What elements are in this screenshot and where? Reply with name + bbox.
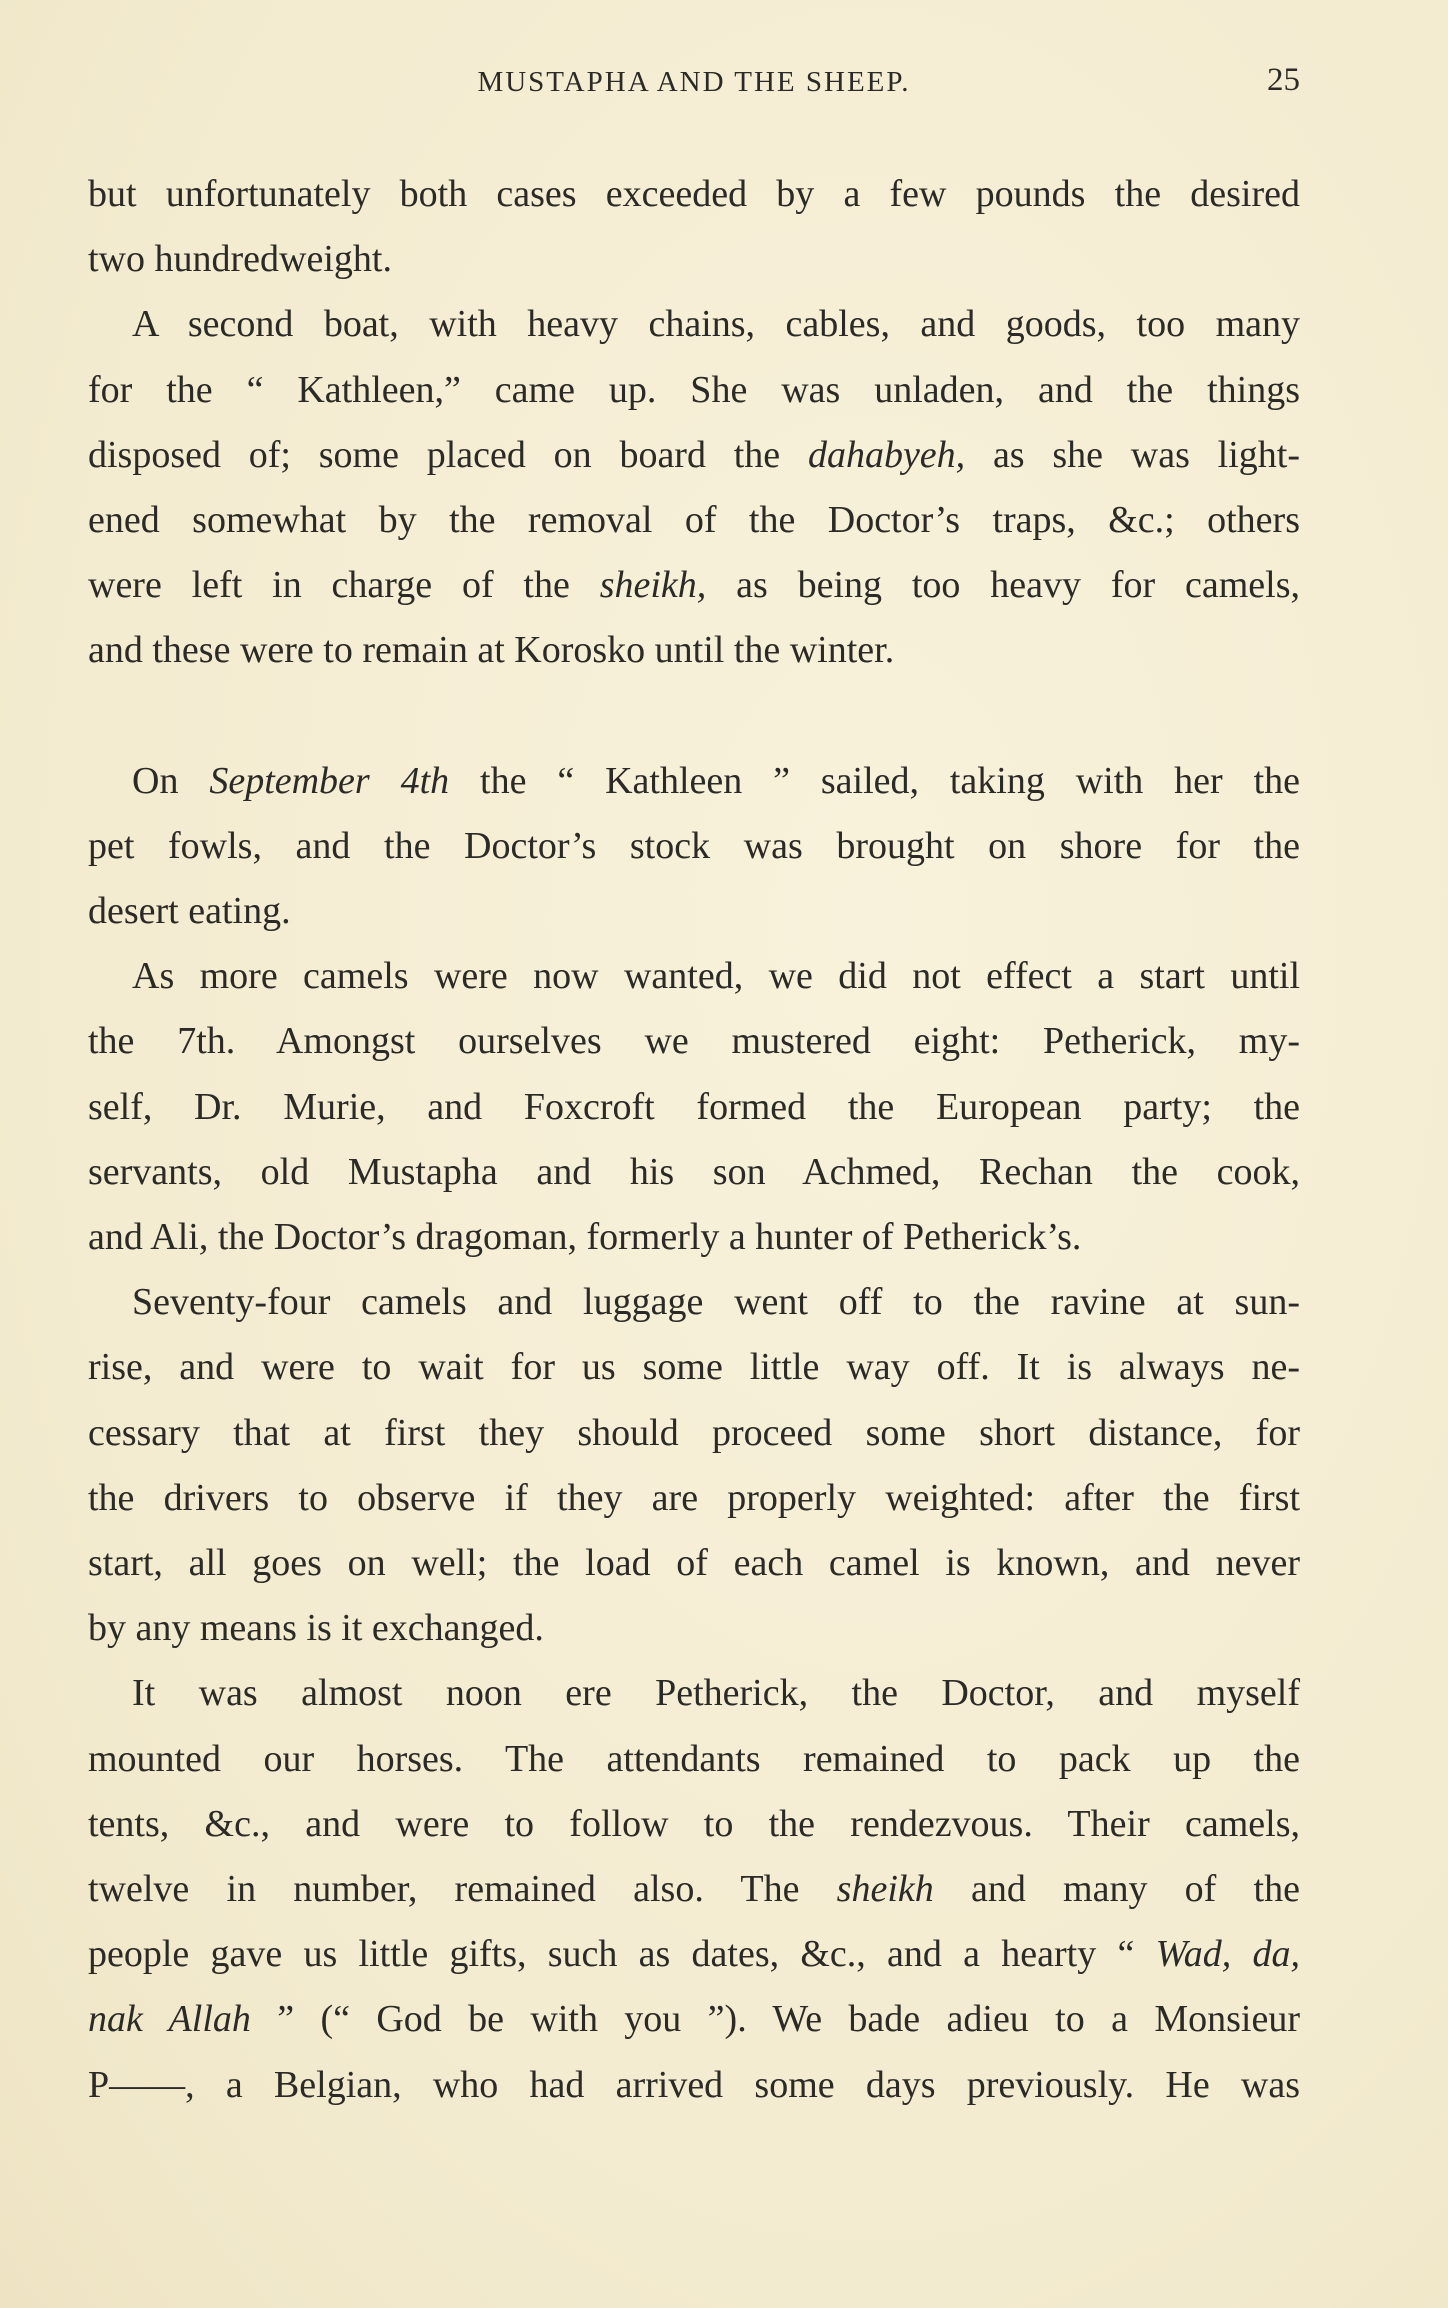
text-line: and these were to remain at Korosko until the winter. (88, 629, 895, 672)
text-line: self, Dr. Murie, and Foxcroft formed the European party; the (88, 1085, 1300, 1128)
text-line: but unfortunately both cases exceeded by a few pounds the desired (88, 173, 1300, 215)
text-line: As more camels were now wanted, we did not effect a start until (132, 955, 1300, 998)
text-line: people gave us little gifts, such as dates, &c., and a hearty “ Wad, da, (88, 1933, 1300, 1976)
italic-term: dahabyeh, (807, 433, 966, 476)
text-line: twelve in number, remained also. The sheikh and many of the (88, 1868, 1300, 1911)
running-head (88, 58, 1300, 114)
text-line: mounted our horses. The attendants remained to pack up the (88, 1737, 1300, 1780)
italic-quote: nak Allah (88, 1998, 251, 2041)
text-line: and Ali, the Doctor’s dragoman, formerly a hunter of Petherick’s. (88, 1216, 1082, 1259)
text-line: rise, and were to wait for us some little way off. It is always ne- (88, 1346, 1300, 1389)
text-line: Seventy-four camels and luggage went off to the ravine at sun- (132, 1281, 1300, 1324)
text-line: pet fowls, and the Doctor’s stock was brought on shore for the (88, 824, 1300, 867)
paragraph (88, 1270, 1300, 1661)
text-line: It was almost noon ere Petherick, the Doctor, and myself (132, 1672, 1300, 1715)
text-line: the drivers to observe if they are properly weighted: after the first (88, 1476, 1300, 1519)
italic-date: September 4th (209, 759, 450, 802)
body-text (88, 162, 1300, 2118)
text-line: by any means is it exchanged. (88, 1607, 544, 1650)
text-line: A second boat, with heavy chains, cables, and goods, too many (132, 303, 1300, 346)
paragraph (88, 944, 1300, 1270)
text-line: cessary that at first they should proceed some short distance, for (88, 1411, 1300, 1454)
running-title: MUSTAPHA AND THE SHEEP. (477, 66, 911, 98)
text-line: servants, old Mustapha and his son Achmed, Rechan the cook, (88, 1150, 1300, 1193)
text-line: were left in charge of the sheikh, as being too heavy for camels, (88, 564, 1300, 607)
paragraph (88, 162, 1300, 292)
text-line: ened somewhat by the removal of the Doctor’s traps, &c.; others (88, 499, 1300, 542)
text-line: the 7th. Amongst ourselves we mustered eight: Petherick, my- (88, 1020, 1300, 1063)
text-line: nak Allah ” (“ God be with you ”). We bade adieu to a Monsieur (88, 1998, 1300, 2041)
text-line: disposed of; some placed on board the dahabyeh, as she was light- (88, 433, 1300, 476)
text-line: start, all goes on well; the load of each camel is known, and never (88, 1542, 1300, 1585)
paragraph (88, 749, 1300, 945)
page-number: 25 (1267, 62, 1300, 98)
italic-term: sheikh (836, 1868, 934, 1911)
text-line: P——, a Belgian, who had arrived some days previously. He was (88, 2063, 1300, 2106)
paragraph (88, 1661, 1300, 2117)
paragraph (88, 292, 1300, 683)
book-page (88, 58, 1300, 2118)
text-line: tents, &c., and were to follow to the rendezvous. Their camels, (88, 1802, 1300, 1845)
text-line: On September 4th the “ Kathleen ” sailed, taking with her the (132, 759, 1300, 802)
text-line: for the “ Kathleen,” came up. She was unladen, and the things (88, 368, 1300, 411)
text-line: desert eating. (88, 890, 291, 933)
section-gap (88, 684, 1300, 749)
italic-quote: Wad, da, (1155, 1933, 1300, 1976)
italic-term: sheikh, (599, 564, 707, 607)
text-line: two hundredweight. (88, 238, 392, 281)
